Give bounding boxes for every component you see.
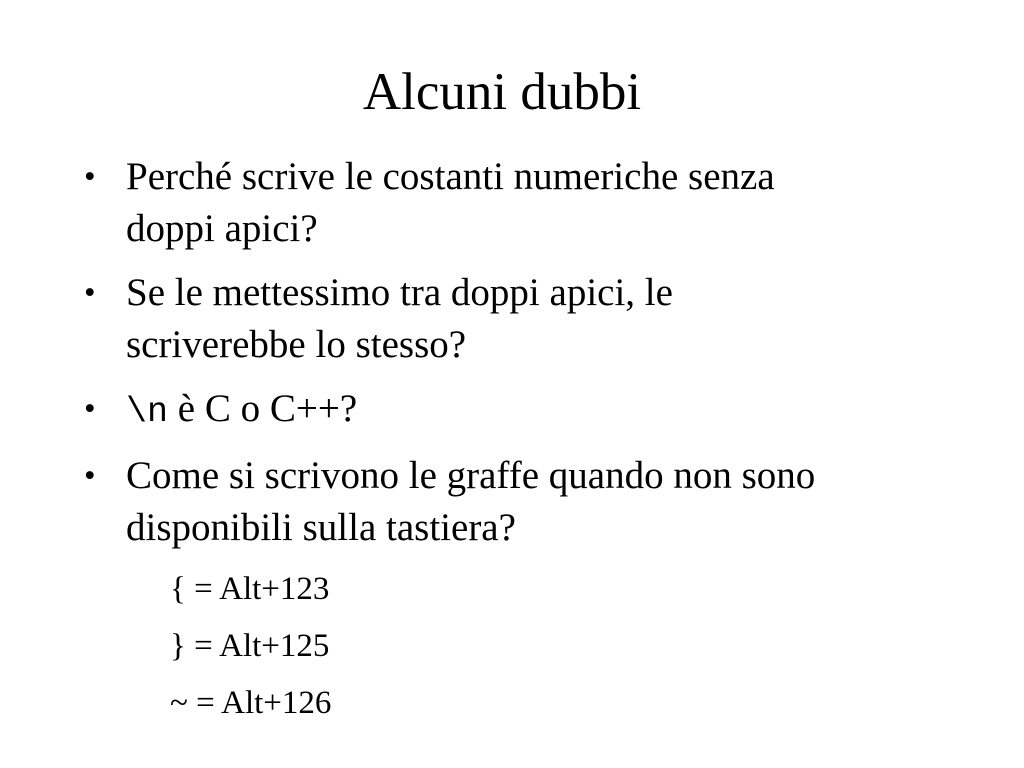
bullet-text-line2: disponibili sulla tastiera? — [126, 506, 516, 549]
shortcut-tilde: ~ = Alt+126 — [170, 685, 332, 721]
bullet-icon: • — [84, 391, 96, 427]
bullet-text-line1: Se le mettessimo tra doppi apici, le — [126, 271, 673, 314]
shortcut-open-brace: { = Alt+123 — [170, 571, 330, 607]
bullet-item-constants — [84, 151, 984, 255]
shortcut-close-brace: } = Alt+125 — [170, 628, 330, 664]
bullet-icon: • — [84, 159, 96, 195]
bullet-text-line1: Come si scrivono le graffe quando non sono — [126, 454, 816, 497]
shortcut-list — [170, 569, 331, 740]
bullet-text-line2: scriverebbe lo stesso? — [126, 323, 467, 366]
bullet-icon: • — [84, 458, 96, 494]
code-newline: \n — [126, 392, 169, 432]
bullet-item-braces — [84, 450, 984, 554]
bullet-item-double-quotes — [84, 267, 984, 371]
bullet-item-newline — [84, 383, 984, 438]
slide-title: Alcuni dubbi — [362, 63, 642, 121]
bullet-icon: • — [84, 275, 96, 311]
bullet-text: è C o C++? — [168, 387, 358, 430]
bullet-list — [84, 151, 984, 566]
bullet-text-line1: Perché scrive le costanti numeriche senza — [126, 155, 775, 198]
bullet-text-line2: doppi apici? — [126, 207, 318, 250]
